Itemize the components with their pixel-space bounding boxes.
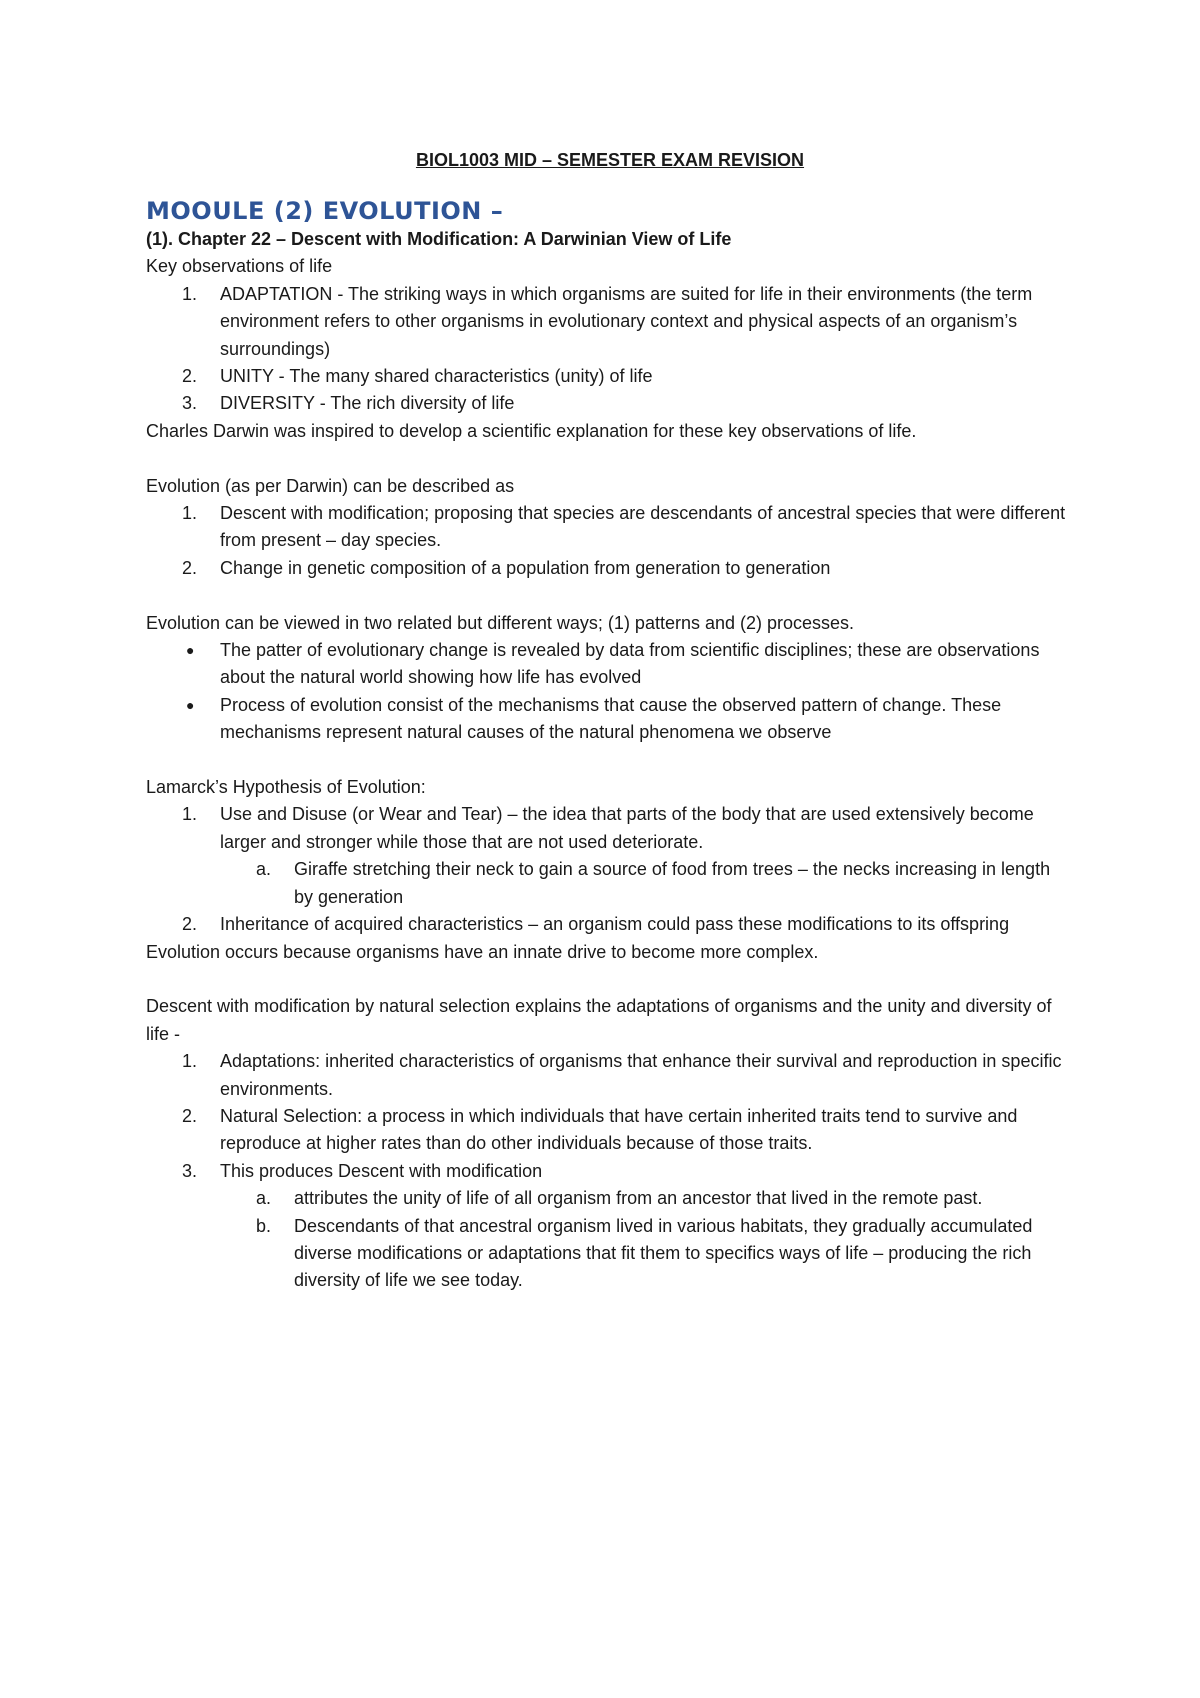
paragraph-gap — [146, 582, 1066, 609]
list-marker: 1. — [182, 1051, 198, 1072]
document-title: BIOL1003 MID – SEMESTER EXAM REVISION — [415, 150, 805, 170]
chapter-heading: (1). Chapter 22 – Descent with Modification: A Darwinian View of Life — [146, 229, 732, 249]
list-marker: 3. — [182, 1160, 198, 1181]
list-item-text: Natural Selection: a process in which individuals that have certain inherited traits tend to survive and reproduce at higher rates than do other individuals because of those traits. — [220, 1105, 1018, 1154]
lamarck-list — [146, 801, 1066, 938]
key-observations-list — [146, 281, 1066, 418]
sub-list-item — [146, 1185, 1066, 1212]
list-item — [146, 637, 1066, 692]
key-observations-intro: Key observations of life — [146, 256, 333, 277]
list-marker: 2. — [182, 366, 198, 387]
list-marker: 2. — [182, 914, 198, 935]
evolution-views-intro: Evolution can be viewed in two related but different ways; (1) patterns and (2) processes. — [146, 612, 855, 633]
list-marker: 3. — [182, 393, 198, 414]
list-item-text: attributes the unity of life of all organism from an ancestor that lived in the remote past. — [294, 1188, 983, 1209]
list-item-text: UNITY - The many shared characteristics (unity) of life — [220, 366, 653, 387]
list-item — [146, 281, 1066, 363]
list-item-text: Giraffe stretching their neck to gain a source of food from trees – the necks increasing in length by generation — [294, 859, 1051, 907]
list-item-text: Use and Disuse (or Wear and Tear) – the idea that parts of the body that are used extensively become larger and stronger while those that are not used deteriorate. — [220, 804, 1034, 852]
list-item-text: Inheritance of acquired characteristics – an organism could pass these modifications to its offspring — [220, 914, 1010, 935]
evolution-views-list — [146, 637, 1066, 747]
list-marker: 1. — [182, 283, 198, 304]
list-marker: b. — [256, 1215, 272, 1236]
list-marker: a. — [256, 859, 272, 880]
list-item-text: Descent with modification; proposing that species are descendants of ancestral species that were different from present – day species. — [220, 503, 1066, 551]
paragraph-gap — [146, 747, 1066, 774]
list-item — [146, 500, 1066, 555]
list-marker: a. — [256, 1188, 272, 1209]
list-marker: 1. — [182, 804, 198, 825]
natural-selection-list — [146, 1048, 1066, 1295]
list-marker: 2. — [182, 1105, 198, 1126]
list-item — [146, 363, 1066, 390]
bullet-icon: ● — [186, 642, 195, 659]
natural-selection-intro: Descent with modification by natural selection explains the adaptations of organisms and the unity and diversity of life - — [146, 996, 1052, 1044]
list-item-text: Descendants of that ancestral organism lived in various habitats, they gradually accumulated diverse modifications or adaptations that fit them to specifics ways of life – producing the rich diversity of life we see today. — [294, 1215, 1033, 1291]
paragraph-gap — [146, 966, 1066, 993]
list-marker: 2. — [182, 557, 198, 578]
list-item — [146, 390, 1066, 417]
list-item — [146, 911, 1066, 938]
document-body — [146, 146, 1066, 1295]
list-item-text: Adaptations: inherited characteristics of organisms that enhance their survival and reproduction in specific environments. — [220, 1051, 1062, 1099]
paragraph-gap — [146, 445, 1066, 472]
sub-list-item — [146, 1213, 1066, 1295]
list-item — [146, 692, 1066, 747]
list-item-text: The patter of evolutionary change is revealed by data from scientific disciplines; these are observations about the natural world showing how life has evolved — [220, 640, 1040, 688]
evolution-description-list — [146, 500, 1066, 582]
list-item — [146, 801, 1066, 856]
list-marker: 1. — [182, 503, 198, 524]
list-item — [146, 555, 1066, 582]
list-item — [146, 1103, 1066, 1158]
lamarck-outro: Evolution occurs because organisms have an innate drive to become more complex. — [146, 941, 819, 962]
bullet-icon: ● — [186, 696, 195, 713]
list-item-text: This produces Descent with modification — [220, 1160, 543, 1181]
list-item-text: ADAPTATION - The striking ways in which organisms are suited for life in their environments (the term environment refers to other organisms in evolutionary context and physical aspects of an organism’s surroundings) — [220, 283, 1033, 359]
lamarck-intro: Lamarck’s Hypothesis of Evolution: — [146, 777, 426, 798]
list-item — [146, 1158, 1066, 1185]
key-observations-outro: Charles Darwin was inspired to develop a scientific explanation for these key observations of life. — [146, 420, 917, 441]
list-item-text: Change in genetic composition of a population from generation to generation — [220, 557, 831, 578]
list-item — [146, 1048, 1066, 1103]
list-item-text: DIVERSITY - The rich diversity of life — [220, 393, 515, 414]
module-heading: MOOULE (2) EVOLUTION – — [146, 197, 504, 225]
sub-list-item — [146, 856, 1066, 911]
evolution-description-intro: Evolution (as per Darwin) can be described as — [146, 475, 515, 496]
list-item-text: Process of evolution consist of the mechanisms that cause the observed pattern of change. These mechanisms represent natural causes of the natural phenomena we observe — [220, 694, 1002, 743]
